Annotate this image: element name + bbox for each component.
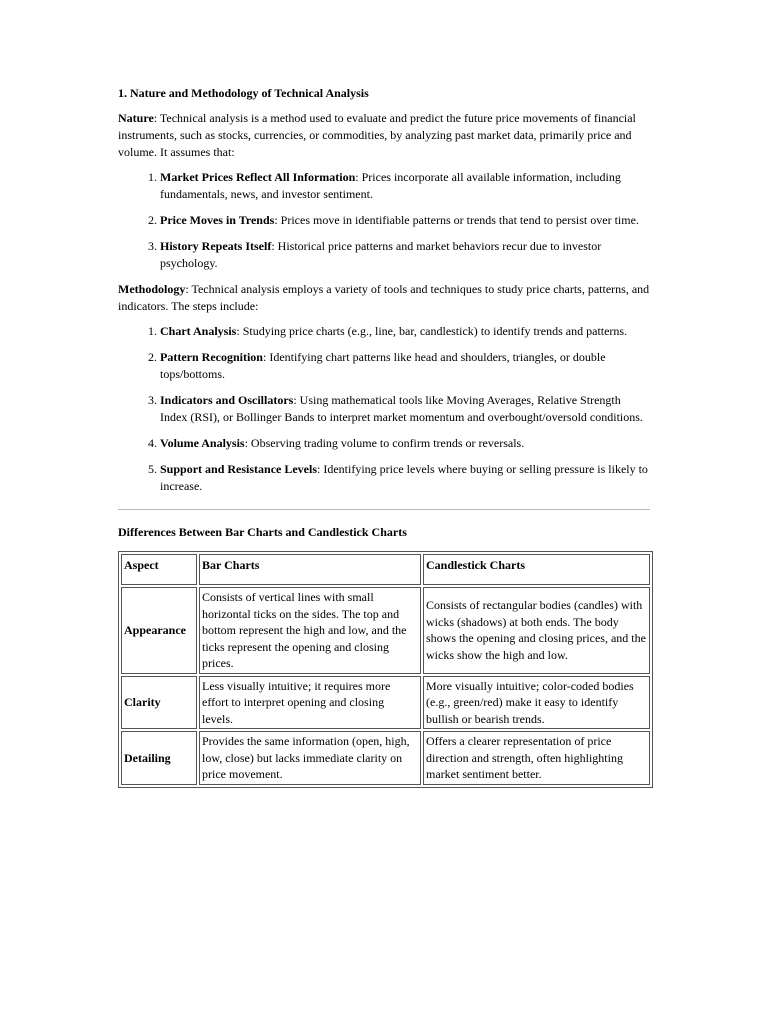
table-row xyxy=(121,676,650,730)
list-item xyxy=(160,212,650,229)
list-item-desc: : Using mathematical tools like Moving Averages, Relative Strength Index (RSI), or Bollinger Bands to interpret market momentum and overbought/oversold conditions. xyxy=(160,393,643,424)
list-item-term: Volume Analysis xyxy=(160,436,245,450)
list-item xyxy=(160,435,650,452)
list-item-desc: : Prices move in identifiable patterns or trends that tend to persist over time. xyxy=(274,213,639,227)
methodology-paragraph xyxy=(118,281,650,315)
list-item-desc: : Observing trading volume to confirm trends or reversals. xyxy=(244,436,525,450)
list-item-term: Price Moves in Trends xyxy=(160,213,275,227)
list-item xyxy=(160,238,650,272)
row-aspect-cell: Detailing xyxy=(121,731,197,785)
table-row xyxy=(121,731,650,785)
document-content xyxy=(118,85,650,788)
list-item xyxy=(160,461,650,495)
candlestick-cell: Offers a clearer representation of price direction and strength, often highlighting market sentiment better. xyxy=(423,731,650,785)
column-header-aspect: Aspect xyxy=(121,554,197,585)
list-item-term: Pattern Recognition xyxy=(160,350,263,364)
table-header-row xyxy=(121,554,650,585)
candlestick-cell: More visually intuitive; color-coded bodies (e.g., green/red) make it easy to identify bullish or bearish trends. xyxy=(423,676,650,730)
nature-text: : Technical analysis is a method used to evaluate and predict the future price movements of financial instruments, such as stocks, currencies, or commodities, by analyzing past market data, primarily price and volume. It assumes that: xyxy=(118,111,636,159)
list-item xyxy=(160,392,650,426)
methodology-label: Methodology xyxy=(118,282,186,296)
list-item-desc: : Prices incorporate all available information, including fundamentals, news, and investor sentiment. xyxy=(160,170,621,201)
list-item-term: Support and Resistance Levels xyxy=(160,462,318,476)
column-header-candlestick-charts: Candlestick Charts xyxy=(423,554,650,585)
column-header-bar-charts: Bar Charts xyxy=(199,554,421,585)
row-aspect-cell: Clarity xyxy=(121,676,197,730)
section-title: 1. Nature and Methodology of Technical Analysis xyxy=(118,86,369,100)
candlestick-cell: Consists of rectangular bodies (candles) with wicks (shadows) at both ends. The body shows the opening and closing prices, and the wicks show the high and low. xyxy=(423,587,650,674)
nature-label: Nature xyxy=(118,111,154,125)
row-aspect-cell: Appearance xyxy=(121,587,197,674)
methodology-steps-list xyxy=(118,323,650,495)
bar-chart-cell: Provides the same information (open, high, low, close) but lacks immediate clarity on price movement. xyxy=(199,731,421,785)
list-item-term: Chart Analysis xyxy=(160,324,237,338)
horizontal-divider xyxy=(118,509,650,510)
bar-chart-cell: Less visually intuitive; it requires more effort to interpret opening and closing levels. xyxy=(199,676,421,730)
list-item-desc: : Studying price charts (e.g., line, bar, candlestick) to identify trends and patterns. xyxy=(236,324,628,338)
table-row xyxy=(121,587,650,674)
list-item-term: Indicators and Oscillators xyxy=(160,393,294,407)
list-item xyxy=(160,169,650,203)
comparison-table xyxy=(118,551,653,788)
list-item-desc: : Identifying chart patterns like head and shoulders, triangles, or double tops/bottoms. xyxy=(160,350,606,381)
list-item-desc: : Historical price patterns and market behaviors recur due to investor psychology. xyxy=(160,239,602,270)
list-item-desc: : Identifying price levels where buying or selling pressure is likely to increase. xyxy=(160,462,648,493)
bar-chart-cell: Consists of vertical lines with small horizontal ticks on the sides. The top and bottom represent the high and low, and the ticks represent the opening and closing prices. xyxy=(199,587,421,674)
assumptions-list xyxy=(118,169,650,272)
comparison-title: Differences Between Bar Charts and Candlestick Charts xyxy=(118,525,407,539)
nature-paragraph xyxy=(118,110,650,161)
list-item xyxy=(160,323,650,340)
list-item xyxy=(160,349,650,383)
methodology-text: : Technical analysis employs a variety of tools and techniques to study price charts, patterns, and indicators. The steps include: xyxy=(118,282,650,313)
list-item-term: Market Prices Reflect All Information xyxy=(160,170,356,184)
list-item-term: History Repeats Itself xyxy=(160,239,272,253)
